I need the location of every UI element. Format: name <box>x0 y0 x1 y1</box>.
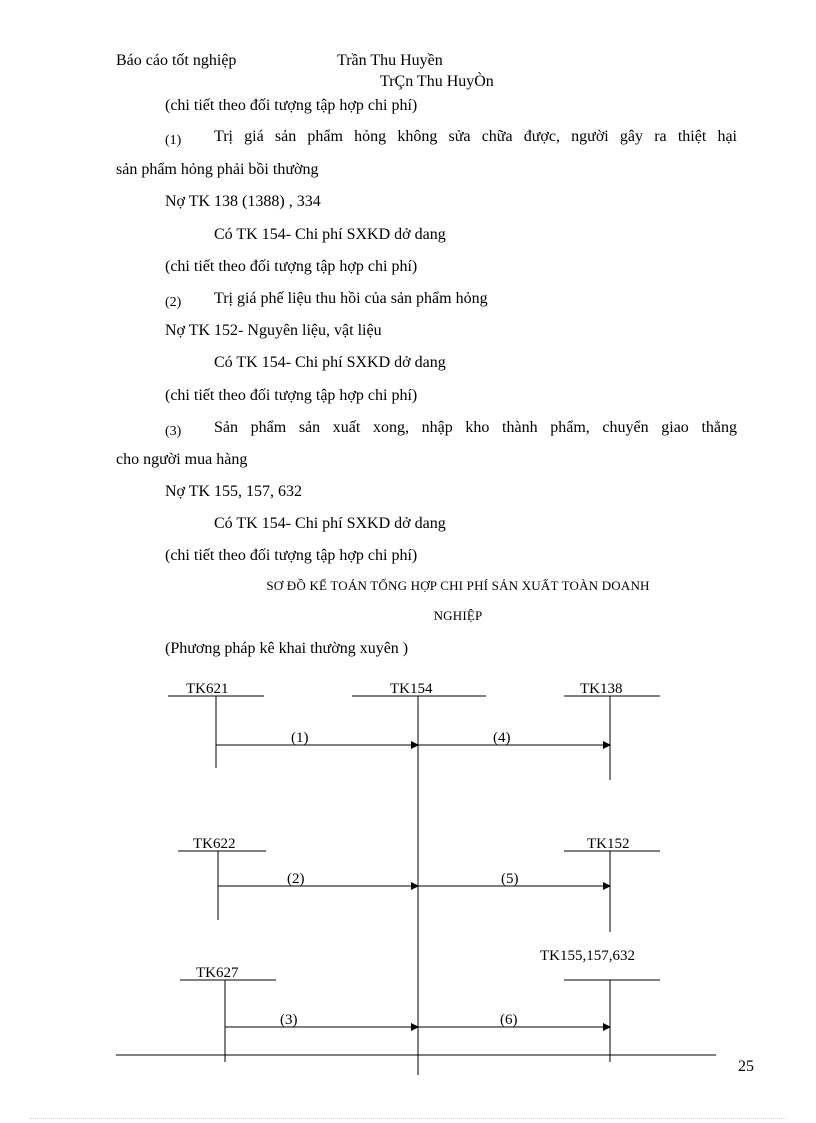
header-author: Trần Thu Huyền <box>337 52 443 69</box>
item-number-2: (2) <box>165 295 182 310</box>
diagram-subtitle: (Phương pháp kê khai thường xuyên ) <box>165 640 409 657</box>
page-bottom-dotted-border <box>30 1118 786 1119</box>
item-number-3: (3) <box>165 424 182 439</box>
item-1-text-line2: sản phẩm hỏng phải bồi thường <box>116 161 319 178</box>
arrow-label-5: (5) <box>501 871 519 887</box>
item-3-text-line2: cho người mua hàng <box>116 451 248 468</box>
page-number: 25 <box>738 1058 754 1075</box>
label-tk154: TK154 <box>390 681 433 697</box>
label-tk155-157-632: TK155,157,632 <box>540 948 635 964</box>
item-1-text-line1: Trị giá sản phẩm hỏng không sửa chữa được, người gây ra thiệt hại <box>214 128 737 145</box>
arrow-label-4: (4) <box>493 730 511 746</box>
header-left: Báo cáo tốt nghiệp <box>116 52 237 69</box>
label-tk621: TK621 <box>186 681 229 697</box>
detail-note-2: (chi tiết theo đối tượng tập hợp chi phí) <box>165 258 418 275</box>
credit-entry-2: Có TK 154- Chi phí SXKD dở dang <box>214 354 446 371</box>
item-number-1: (1) <box>165 133 182 148</box>
detail-note-1: (chi tiết theo đối tượng tập hợp chi phí) <box>165 97 418 114</box>
debit-entry-2: Nợ TK 152- Nguyên liệu, vật liệu <box>165 322 382 339</box>
header-author-garbled: TrÇn Thu HuyÒn <box>380 73 494 90</box>
arrow-label-6: (6) <box>500 1012 518 1028</box>
item-3-text-line1: Sản phẩm sản xuất xong, nhập kho thành phẩm, chuyển giao thẳng <box>214 419 737 436</box>
label-tk152: TK152 <box>587 836 630 852</box>
item-2-text: Trị giá phế liệu thu hồi của sản phẩm hỏng <box>214 290 488 307</box>
arrow-label-3: (3) <box>280 1012 298 1028</box>
detail-note-4: (chi tiết theo đối tượng tập hợp chi phí) <box>165 547 418 564</box>
label-tk138: TK138 <box>580 681 623 697</box>
diagram-title-line2: NGHIỆP <box>433 608 483 623</box>
detail-note-3: (chi tiết theo đối tượng tập hợp chi phí) <box>165 387 418 404</box>
credit-entry-3: Có TK 154- Chi phí SXKD dở dang <box>214 515 446 532</box>
debit-entry-3: Nợ TK 155, 157, 632 <box>165 483 303 500</box>
diagram-title-line1: SƠ ĐỒ KẾ TOÁN TỔNG HỢP CHI PHÍ SẢN XUẤT TOÀN DOANH <box>266 578 650 593</box>
arrow-label-2: (2) <box>287 871 305 887</box>
label-tk627: TK627 <box>196 965 239 981</box>
label-tk622: TK622 <box>193 836 236 852</box>
debit-entry-1: Nợ TK 138 (1388) , 334 <box>165 193 321 210</box>
arrow-label-1: (1) <box>291 730 309 746</box>
credit-entry-1: Có TK 154- Chi phí SXKD dở dang <box>214 226 446 243</box>
